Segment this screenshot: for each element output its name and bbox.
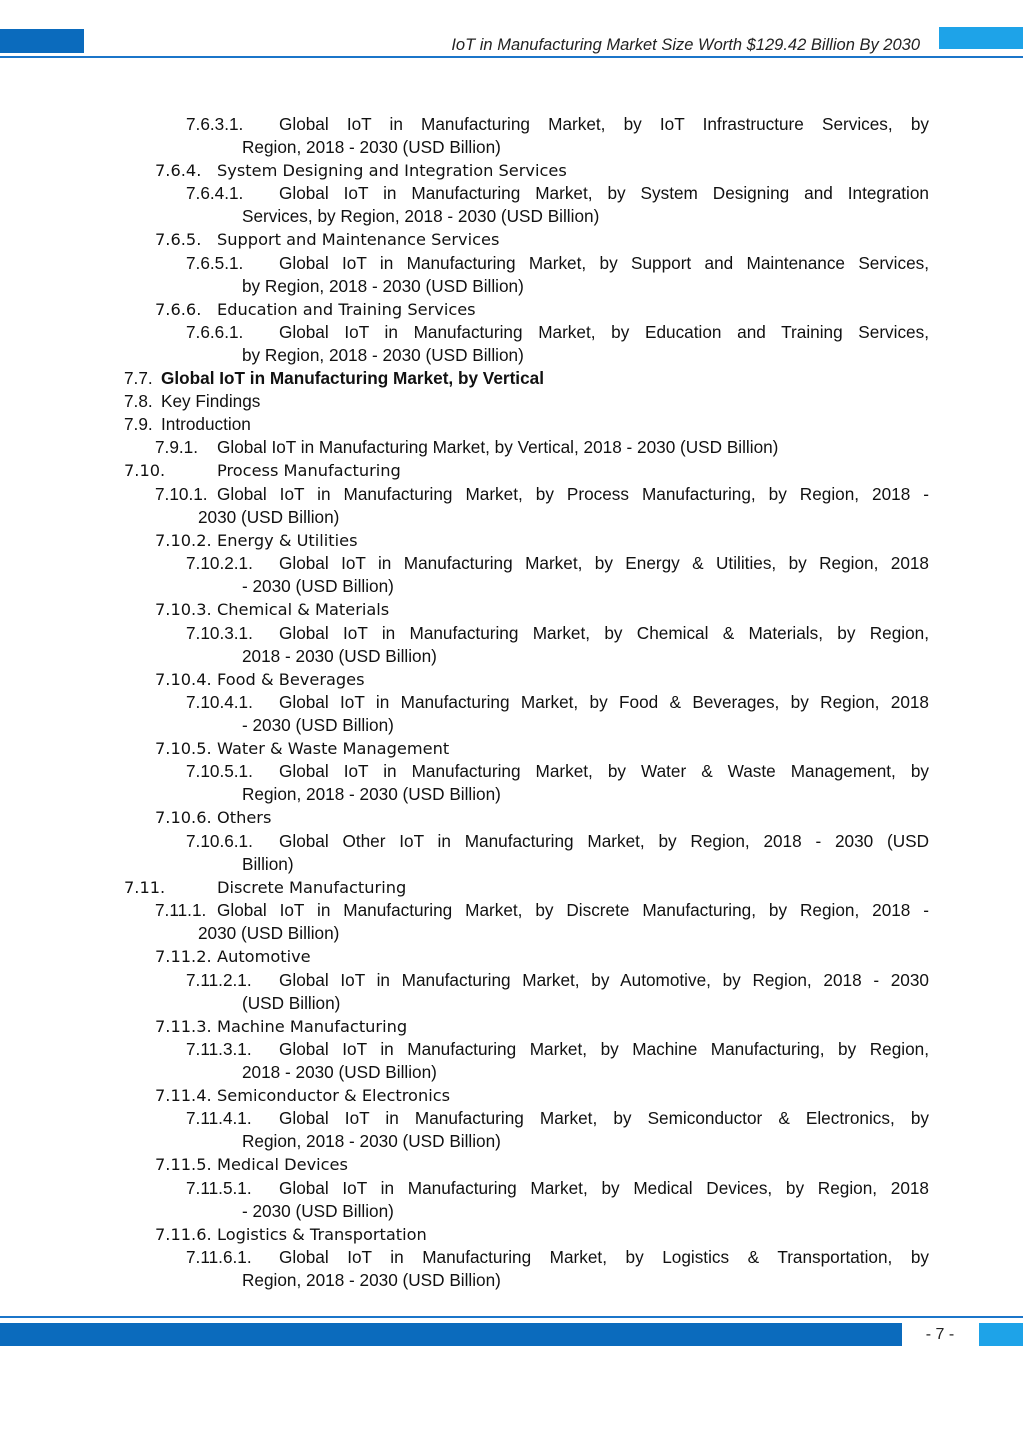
toc-number: 7.10. bbox=[124, 461, 166, 480]
toc-number: 7.9. bbox=[124, 414, 153, 434]
toc-number: 7.11.5.1. bbox=[186, 1178, 252, 1198]
toc-text: Global IoT in Manufacturing Market, by Education and Training Services, bbox=[279, 322, 929, 342]
toc-text: Global IoT in Manufacturing Market, by System Designing and Integration bbox=[279, 183, 929, 203]
toc-text: Chemical & Materials bbox=[217, 600, 390, 619]
toc-text: Global IoT in Manufacturing Market, by Semiconductor & Electronics, by bbox=[279, 1108, 929, 1128]
toc-text-continued: - 2030 (USD Billion) bbox=[242, 576, 394, 596]
toc-text-continued: 2018 - 2030 (USD Billion) bbox=[242, 646, 437, 666]
toc-number: 7.6.6. bbox=[155, 300, 202, 319]
toc-text-continued: 2018 - 2030 (USD Billion) bbox=[242, 1062, 437, 1082]
toc-text: Others bbox=[217, 808, 272, 827]
toc-number: 7.6.4. bbox=[155, 161, 202, 180]
toc-text: System Designing and Integration Services bbox=[217, 161, 567, 180]
toc-text: Global IoT in Manufacturing Market, by Vertical, 2018 - 2030 (USD Billion) bbox=[217, 437, 779, 457]
toc-text: Semiconductor & Electronics bbox=[217, 1086, 451, 1105]
toc-number: 7.11.3. bbox=[155, 1017, 212, 1036]
toc-text-continued: Region, 2018 - 2030 (USD Billion) bbox=[242, 784, 501, 804]
toc-text: Logistics & Transportation bbox=[217, 1225, 427, 1244]
toc-text-continued: 2030 (USD Billion) bbox=[198, 507, 340, 527]
header-right-bar bbox=[939, 27, 1023, 49]
toc-text: Global IoT in Manufacturing Market, by Discrete Manufacturing, by Region, 2018 - bbox=[217, 900, 929, 920]
toc-text: Global IoT in Manufacturing Market, by Water & Waste Management, by bbox=[279, 761, 929, 781]
toc-text-continued: Region, 2018 - 2030 (USD Billion) bbox=[242, 1131, 501, 1151]
toc-number: 7.10.2. bbox=[155, 531, 212, 550]
toc-number: 7.6.5. bbox=[155, 230, 202, 249]
toc-number: 7.10.2.1. bbox=[186, 553, 253, 573]
toc-text: Key Findings bbox=[161, 391, 261, 411]
toc-number: 7.11.4.1. bbox=[186, 1108, 252, 1128]
header-title: IoT in Manufacturing Market Size Worth $129.42 Billion By 2030 bbox=[451, 36, 920, 54]
toc-section-heading: Global IoT in Manufacturing Market, by Vertical bbox=[161, 368, 544, 388]
toc-text: Global IoT in Manufacturing Market, by Logistics & Transportation, by bbox=[279, 1247, 929, 1267]
toc-text: Global IoT in Manufacturing Market, by Machine Manufacturing, by Region, bbox=[279, 1039, 929, 1059]
toc-number: 7.10.3.1. bbox=[186, 623, 253, 643]
toc-number: 7.11.6. bbox=[155, 1225, 212, 1244]
toc-number: 7.10.4. bbox=[155, 670, 212, 689]
toc-text: Global IoT in Manufacturing Market, by IoT Infrastructure Services, by bbox=[279, 114, 929, 134]
toc-text-continued: by Region, 2018 - 2030 (USD Billion) bbox=[242, 276, 524, 296]
toc-text: Machine Manufacturing bbox=[217, 1017, 408, 1036]
toc-number: 7.10.6. bbox=[155, 808, 212, 827]
toc-number: 7.7. bbox=[124, 368, 153, 388]
toc-text: Support and Maintenance Services bbox=[217, 230, 500, 249]
header-rule bbox=[0, 56, 1023, 58]
toc-number: 7.10.1. bbox=[155, 484, 208, 504]
toc-text-continued: Billion) bbox=[242, 854, 294, 874]
toc-number: 7.11.5. bbox=[155, 1155, 212, 1174]
toc-number: 7.10.6.1. bbox=[186, 831, 253, 851]
toc-text: Process Manufacturing bbox=[217, 461, 401, 480]
toc-number: 7.8. bbox=[124, 391, 153, 411]
toc-number: 7.11.2. bbox=[155, 947, 212, 966]
toc-number: 7.10.5. bbox=[155, 739, 212, 758]
toc-text: Global IoT in Manufacturing Market, by Support and Maintenance Services, bbox=[279, 253, 929, 273]
footer-left-bar bbox=[0, 1323, 902, 1346]
toc-text: Global IoT in Manufacturing Market, by Automotive, by Region, 2018 - 2030 bbox=[279, 970, 929, 990]
toc-number: 7.11.3.1. bbox=[186, 1039, 252, 1059]
toc-number: 7.11.2.1. bbox=[186, 970, 252, 990]
toc-text: Energy & Utilities bbox=[217, 531, 358, 550]
toc-text-continued: - 2030 (USD Billion) bbox=[242, 1201, 394, 1221]
toc-text-continued: - 2030 (USD Billion) bbox=[242, 715, 394, 735]
toc-number: 7.11. bbox=[124, 878, 166, 897]
header-left-bar bbox=[0, 29, 84, 53]
toc-number: 7.11.1. bbox=[155, 900, 207, 920]
footer-right-bar bbox=[979, 1323, 1023, 1346]
toc-text: Global Other IoT in Manufacturing Market, by Region, 2018 - 2030 (USD bbox=[279, 831, 929, 851]
toc-text-continued: by Region, 2018 - 2030 (USD Billion) bbox=[242, 345, 524, 365]
toc-number: 7.11.6.1. bbox=[186, 1247, 252, 1267]
toc-number: 7.11.4. bbox=[155, 1086, 212, 1105]
toc-number: 7.6.3.1. bbox=[186, 114, 244, 134]
toc-number: 7.6.5.1. bbox=[186, 253, 244, 273]
toc-text-continued: 2030 (USD Billion) bbox=[198, 923, 340, 943]
footer-rule bbox=[0, 1316, 1023, 1318]
toc-text: Global IoT in Manufacturing Market, by Energy & Utilities, by Region, 2018 bbox=[279, 553, 929, 573]
toc-text-continued: Region, 2018 - 2030 (USD Billion) bbox=[242, 1270, 501, 1290]
toc-number: 7.10.4.1. bbox=[186, 692, 253, 712]
toc-text: Global IoT in Manufacturing Market, by Chemical & Materials, by Region, bbox=[279, 623, 929, 643]
toc-text: Global IoT in Manufacturing Market, by Process Manufacturing, by Region, 2018 - bbox=[217, 484, 929, 504]
toc-text: Automotive bbox=[217, 947, 311, 966]
toc-text: Education and Training Services bbox=[217, 300, 476, 319]
toc-text: Water & Waste Management bbox=[217, 739, 450, 758]
toc-text: Medical Devices bbox=[217, 1155, 348, 1174]
toc-number: 7.10.3. bbox=[155, 600, 212, 619]
toc-text-continued: Region, 2018 - 2030 (USD Billion) bbox=[242, 137, 501, 157]
toc-number: 7.9.1. bbox=[155, 437, 199, 457]
toc-number: 7.6.6.1. bbox=[186, 322, 244, 342]
toc-text: Global IoT in Manufacturing Market, by Medical Devices, by Region, 2018 bbox=[279, 1178, 929, 1198]
toc-text: Introduction bbox=[161, 414, 251, 434]
page-number: - 7 - bbox=[925, 1326, 955, 1343]
toc-text: Food & Beverages bbox=[217, 670, 365, 689]
toc-text: Discrete Manufacturing bbox=[217, 878, 407, 897]
toc-text-continued: Services, by Region, 2018 - 2030 (USD Billion) bbox=[242, 206, 600, 226]
toc-text-continued: (USD Billion) bbox=[242, 993, 341, 1013]
toc-number: 7.10.5.1. bbox=[186, 761, 253, 781]
toc-text: Global IoT in Manufacturing Market, by Food & Beverages, by Region, 2018 bbox=[279, 692, 929, 712]
toc-number: 7.6.4.1. bbox=[186, 183, 244, 203]
